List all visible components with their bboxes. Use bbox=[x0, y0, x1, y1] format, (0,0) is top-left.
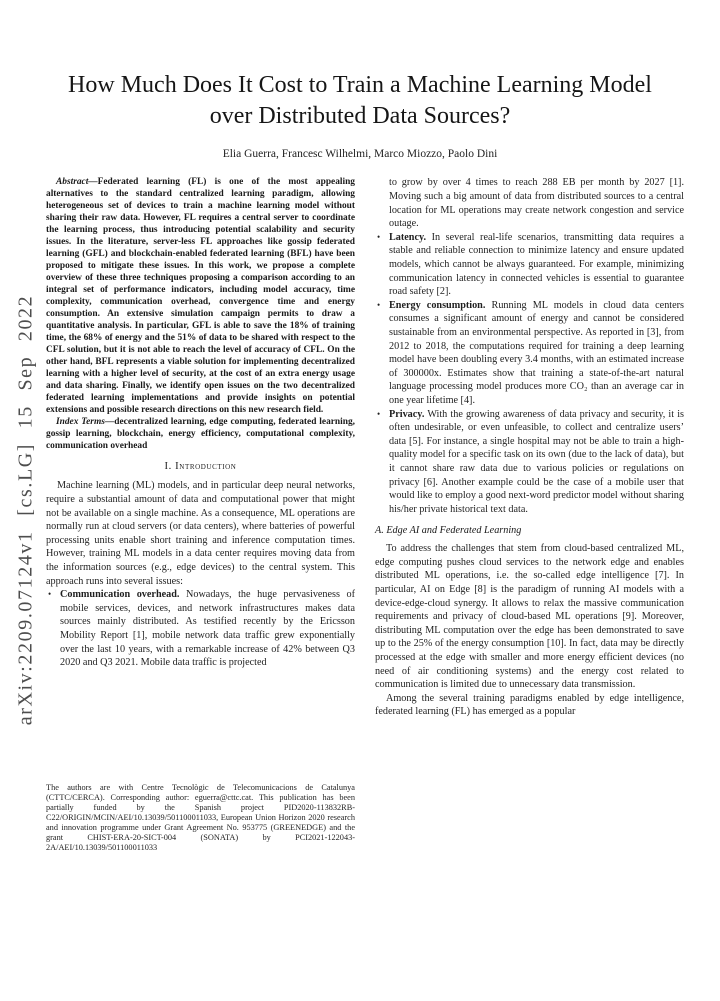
bullet-energy-label: Energy consumption. bbox=[389, 299, 486, 311]
bullet-icon: • bbox=[377, 299, 381, 310]
bullet-latency-text: In several real-life scenarios, transmitting data requires a stable and reliable connection to minimize latency and ensure updated models, which cannot be always guaranteed. For example, minimizing communication latency in connected vehicles is essential to guarantee road safety [2]. bbox=[389, 231, 684, 298]
bullet-icon: • bbox=[48, 589, 52, 600]
bullet-privacy-label: Privacy. bbox=[389, 408, 425, 420]
paper-title: How Much Does It Cost to Train a Machine Learning Model over Distributed Data Sources? bbox=[68, 72, 652, 129]
index-terms-text: decentralized learning, edge computing, federated learning, gossip learning, blockchain, energy efficiency, computational complexity, communication overhead bbox=[46, 417, 355, 452]
bullet-communication-overhead bbox=[46, 588, 355, 670]
left-column bbox=[46, 176, 355, 852]
abstract-paragraph bbox=[46, 176, 355, 416]
section-heading-introduction: I. Introduction bbox=[164, 461, 237, 473]
bullet-latency bbox=[375, 231, 684, 299]
issues-list-right bbox=[375, 231, 684, 516]
edge-ai-paragraph-1: To address the challenges that stem from cloud-based centralized ML, edge computing pushes cloud services to the network edge and enables distributed ML operations, i.e. the so-called edge intelligence [7]. In particular, AI on Edge [8] is the paradigm of running AI models with a device-edge-cloud synergy. It allows to relax the massive communication requirements and privacy of cloud-based ML operations [9]. Moreover, distributing ML computation over the edge has been demonstrated to save up to the 25% of the energy consumption [10]. In fact, data may be directly processed at the edge with smaller and more energy efficient devices (no need of air conditioning systems) and the energy cost related to communication is limited due to unnecessary data transmission. bbox=[375, 543, 684, 691]
bullet-icon: • bbox=[377, 231, 381, 242]
paper-authors: Elia Guerra, Francesc Wilhelmi, Marco Miozzo, Paolo Dini bbox=[222, 148, 498, 161]
bullet-communication-text: Nowadays, the huge pervasiveness of mobile services, devices, and network infrastructures makes data sources mainly distributed. As testified recently by the Ericsson Mobility Report [1], mobile network data traffic grew exponentially over the last 10 years, with a remarkable increase of 42% between Q3 2020 and Q3 2021. Mobile data traffic is projected bbox=[60, 589, 355, 669]
paper-page bbox=[0, 70, 720, 1001]
index-terms-label: Index Terms— bbox=[56, 417, 115, 428]
subsection-heading-edge-ai: A. Edge AI and Federated Learning bbox=[375, 525, 522, 537]
bullet-latency-label: Latency. bbox=[389, 231, 427, 243]
bullet-energy-consumption bbox=[375, 299, 684, 408]
index-terms-paragraph bbox=[46, 416, 355, 452]
bullet-communication-label: Communication overhead. bbox=[60, 589, 180, 601]
edge-ai-paragraph-2: Among the several training paradigms enabled by edge intelligence, federated learning (FL) has emerged as a popular bbox=[375, 692, 684, 718]
bullet-icon: • bbox=[377, 408, 381, 419]
abstract-label: Abstract— bbox=[56, 177, 98, 188]
issues-list-left bbox=[46, 588, 355, 670]
right-column bbox=[375, 176, 684, 852]
abstract-text: Federated learning (FL) is one of the most appealing alternatives to the standard centralized learning paradigm, allowing heterogeneous set of devices to train a machine learning model without sharing their raw data. However, FL requires a central server to coordinate the learning process, thus introducing potential scalability and security issues. In the literature, server-less FL approaches like gossip federated learning (GFL) and blockchain-enabled federated learning (BFL) have been proposed to mitigate these issues. In this work, we propose a complete overview of these three techniques proposing a comparison according to an integral set of performance indicators, including model accuracy, time complexity, communication overhead, convergence time and energy consumption. An extensive simulation campaign permits to draw a quantitative analysis. In particular, GFL is able to save the 18% of training time, the 68% of energy and the 51% of data to be shared with respect to the CFL solution, but it is not able to reach the level of accuracy of CFL. On the other hand, BFL represents a viable solution for implementing decentralized learning with a higher level of security, at the cost of an extra energy usage and data sharing. Finally, we identify open issues on the two decentralized federated learning implementations and provide insights on potential extensions and possible research directions on this new research field. bbox=[46, 177, 355, 416]
bullet-communication-continuation: to grow by over 4 times to reach 288 EB per month by 2027 [1]. Moving such a big amount of data from distributed sources to a central location for ML operations may create network congestion and service outage. bbox=[389, 177, 684, 230]
author-funding-footnote: The authors are with Centre Tecnològic de Telecomunicacions de Catalunya (CTTC/CERCA). Corresponding author: eguerra@cttc.cat. This publication has been partially funded by the Spanish project PID2020-113832RB-C22/ORIGIN/MCIN/AEI/10.13039/501100011033, European Union Horizon 2020 research and innovation programme under Grant Agreement No. 953775 (GREENEDGE) and the grant CHIST-ERA-20-SICT-004 (SONATA) by PCI2021-122043-2A/AEI/10.13039/501100011033 bbox=[46, 783, 355, 852]
bullet-privacy bbox=[375, 408, 684, 517]
two-column-body bbox=[0, 176, 720, 852]
introduction-opening-paragraph: Machine learning (ML) models, and in particular deep neural networks, require a substantial amount of data and computational power that might not be available on a single machine. As a consequence, ML operations are normally run at cloud servers (or data centers), where batteries of powerful processing units enable short training and inference computation times. However, training ML models in a data center requires moving data from the information sources (e.g., edge devices) to the central system. This approach runs into several issues: bbox=[46, 480, 355, 587]
arxiv-watermark: arXiv:2209.07124v1 [cs.LG] 15 Sep 2022 bbox=[14, 294, 37, 726]
bullet-energy-text: Running ML models in cloud data centers consumes a significant amount of energy and cannot be considered sustainable from an environmental perspective. As reported in [3], from 2012 to 2018, the computations required for training a deep learning model have been doubling every 3.4 months, with an estimated increase of 300000x. Estimates show that training a state-of-the-art natural language processing model produces more CO₂ than an average car in one year lifetime [4]. bbox=[389, 299, 685, 406]
bullet-privacy-text: With the growing awareness of data privacy and security, it is often undesirable, or even unfeasible, to collect and centralize users’ data [5]. For instance, a single hospital may not be able to train a high-quality model for a specific task on its own (due to the lack of data), but it cannot share raw data due to various policies or regulations on privacy [6]. Another example could be the case of a mobile user that would like to employ a good next-word predictor model without sharing his/her private historical text data. bbox=[389, 408, 684, 515]
